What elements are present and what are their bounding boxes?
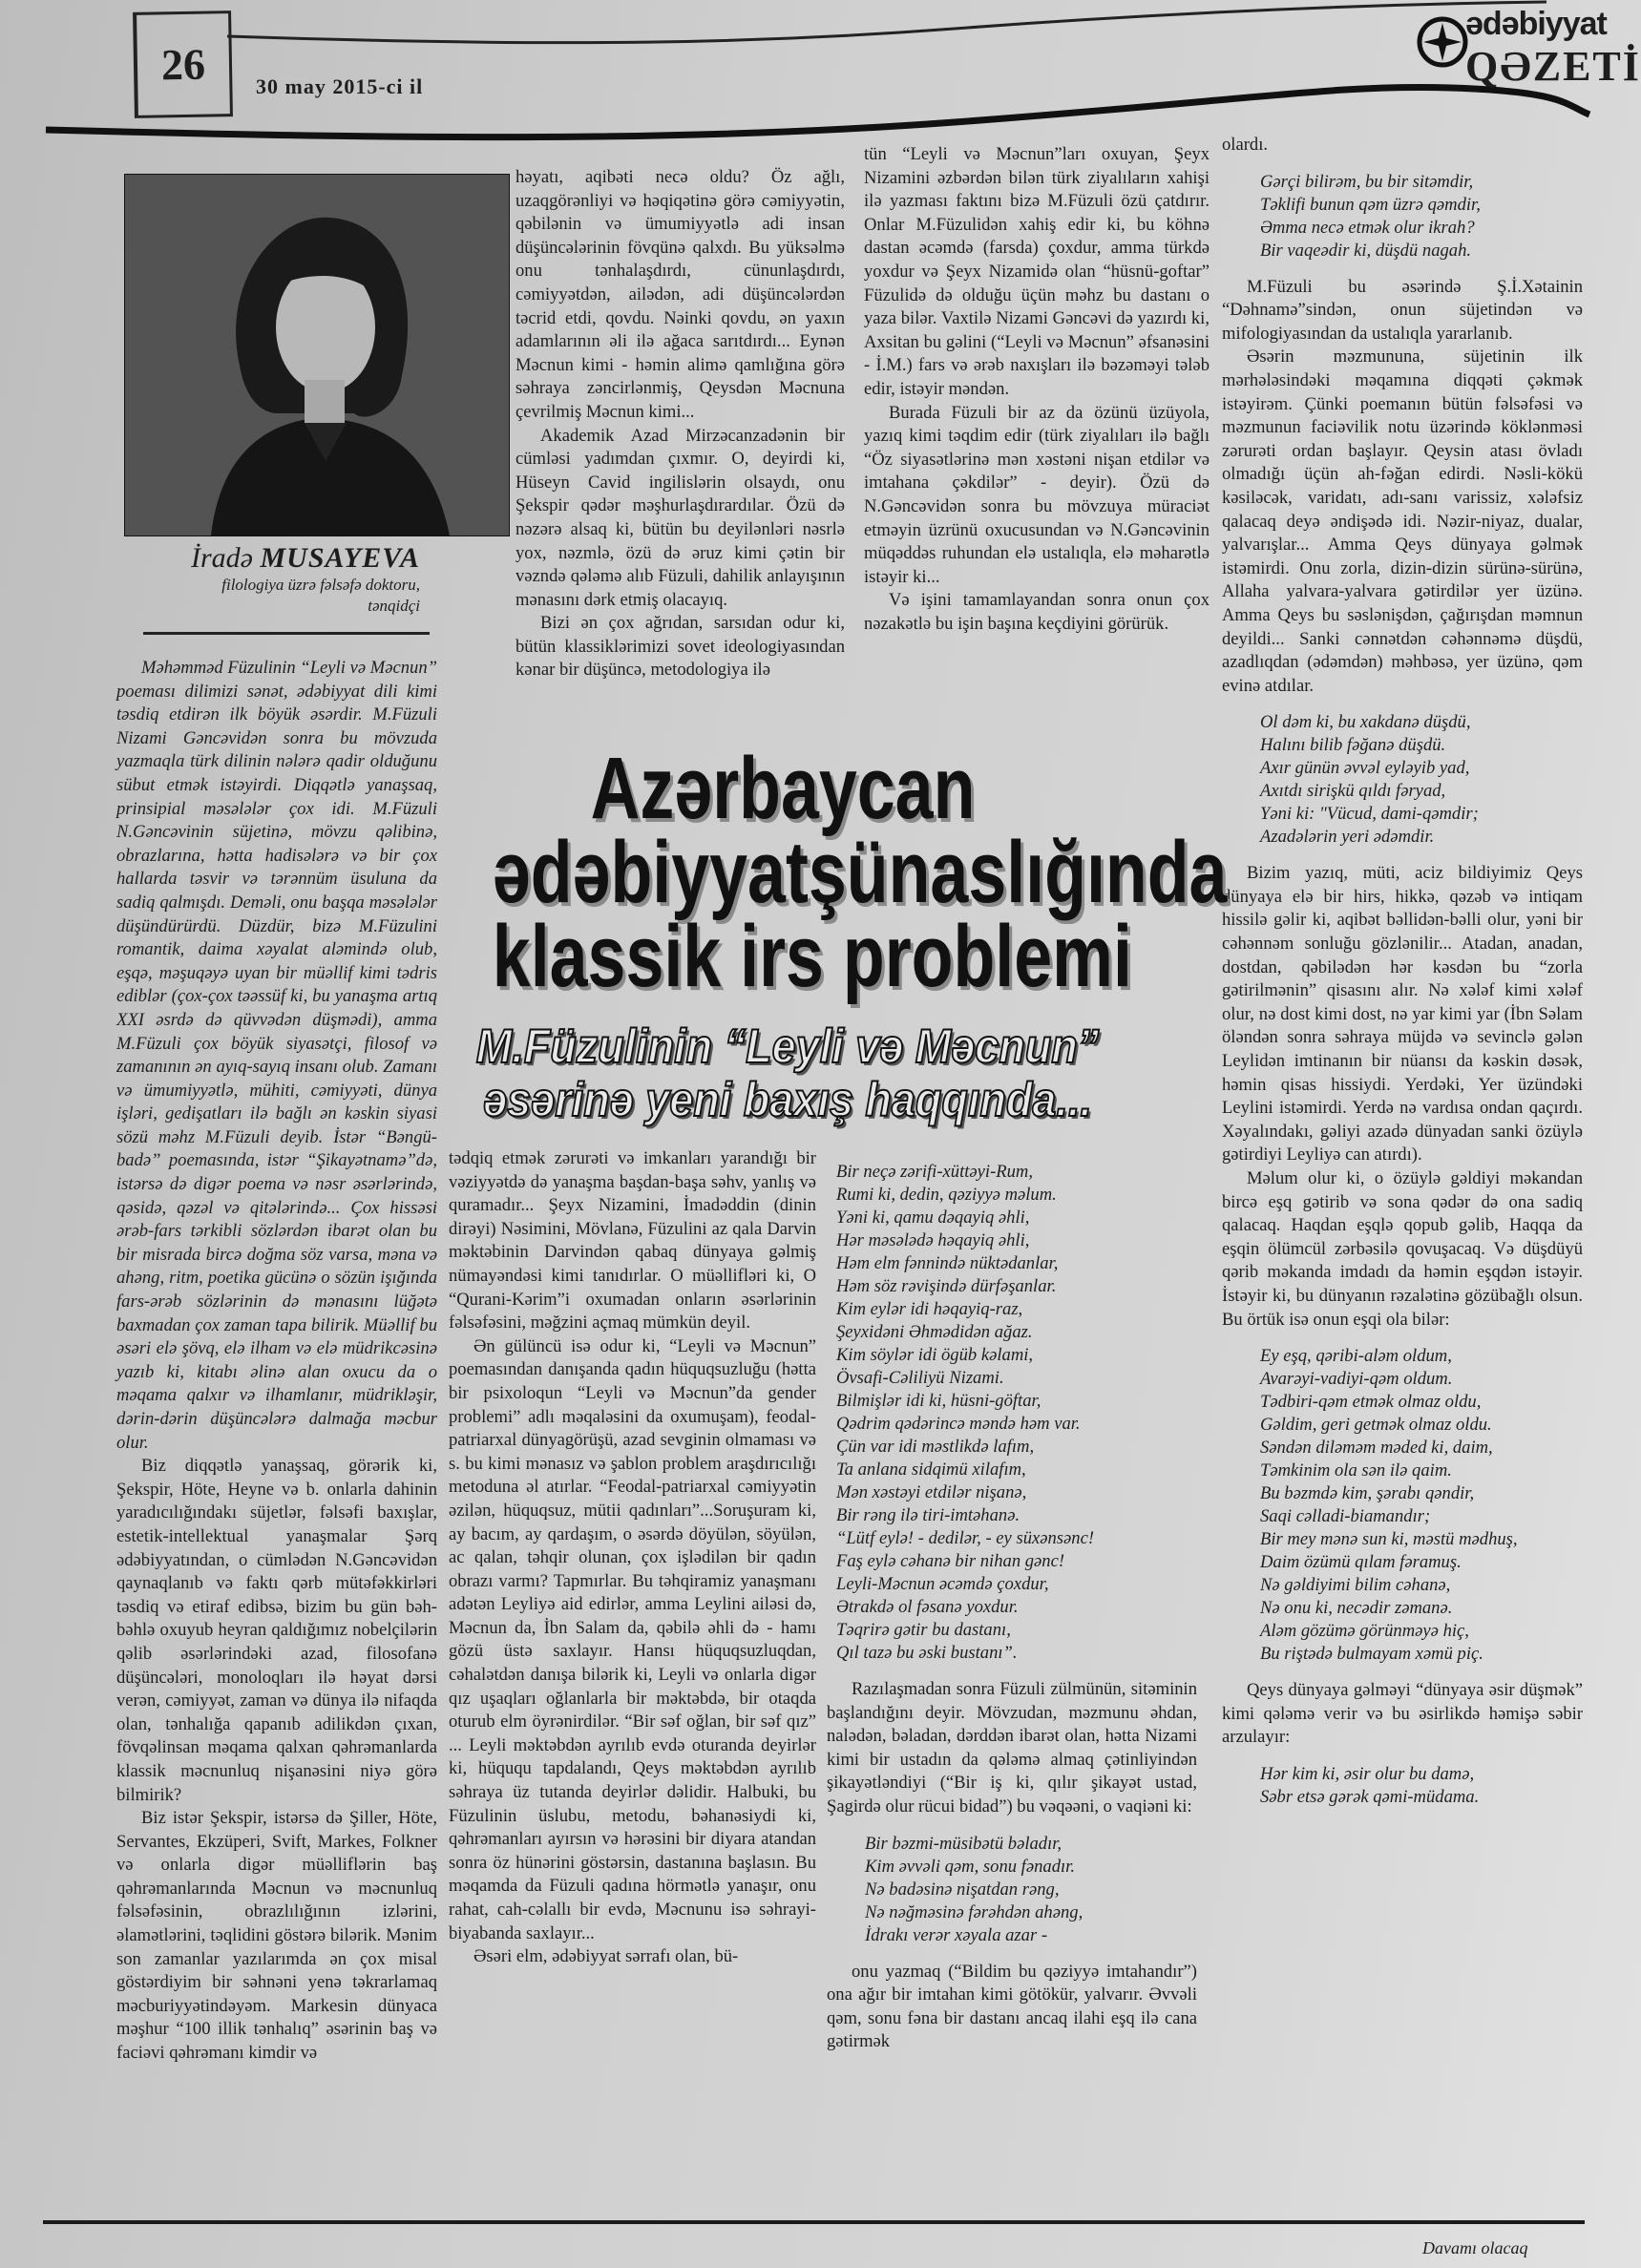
poem-line: Bir bəzmi-müsibətü bəladır, [865, 1833, 1062, 1854]
article-column-3-bottom [827, 1147, 1197, 2054]
article-paragraph: həyatı, aqibəti necə oldu? Öz ağlı, uzaqgörənliyi və həqiqətinə görə cəmiyyətin, qəbilənin və ümumiyyətlə adi insan düşüncələrinin fövqünə qalxdı. Bu yüksəlmə onu tənhalaşdırdı, cünunlaşdırdı, cəmiyyətdən, ailədən, adi düşüncələrdən təcrid etdi, qovdu. Nəinki qovdu, ən yaxın adamlarının əli ilə ağaca sarıtdırdı... Eynən Məcnun kimi - həmin alimə qamlığına görə səhraya zəncirlənmiş, Qeysdən Məcnuna çevrilmiş Məcnun kimi... [515, 167, 845, 422]
poem-line: Təmkinim ola sən ilə qaim. [1260, 1460, 1452, 1481]
article-paragraph: olardı. [1222, 135, 1269, 155]
author-name [124, 542, 420, 575]
poem-line: Nə onu ki, necədir zəmanə. [1260, 1598, 1453, 1619]
poem-line: Hər kim ki, əsir olur bu damə, [1260, 1763, 1475, 1784]
poem-line: Hər məsələdə həqayiq əhli, [836, 1230, 1030, 1250]
article-paragraph: tədqiq etmək zərurəti və imkanları yarandığı bir vəziyyətdə də yanaşma başdan-başa səhv, yanlış və quramadır... Şeyx Nizamini, İmadəddin (dinin dirəyi) Nəsimini, Mövlanə, Füzulini az qala Darvin məktəbinin Darvindən qabaq dünyaya gəlmiş nümayəndəsi kimi tanıdırlar. O müəllifləri ki, O “Qurani-Kərim”i oxumadan onların əsərlərinin fəlsəfəsini, məğzini açmaq mümkün deyil. [449, 1148, 816, 1334]
poem-line: Mən xəstəyi etdilər nişanə, [836, 1482, 1027, 1502]
article-paragraph: Qeys dünyaya gəlməyi “dünyaya əsir düşmək” kimi qələmə verir və bu əsirlikdə həmişə səbir arzulayır: [1222, 1680, 1583, 1748]
poem-line: Kim söylər idi ögüb kəlami, [836, 1345, 1034, 1365]
poem-line: Qıl tazə bu əski bustanı”. [836, 1643, 1018, 1663]
poem-line: Faş eylə cəhanə bir nihan gənc! [836, 1551, 1065, 1571]
poem-line: Avarəyi-vadiyi-qəm oldum. [1260, 1369, 1453, 1390]
author-last-name: MUSAYEVA [260, 542, 420, 574]
logo-line1: ədəbiyyat [1465, 6, 1607, 42]
subtitle-line-1: M.Füzulinin “Leyli və Məcnun” [475, 1019, 1100, 1073]
poem-line: Şeyxidəni Əhmədidən ağaz. [836, 1322, 1033, 1342]
poem-line: Daim özümü qılam fəramuş. [1260, 1552, 1462, 1573]
author-photo [124, 174, 510, 536]
article-column-3-top [864, 143, 1210, 636]
poem-excerpt [865, 1833, 1197, 1947]
poem-line: Təklifi bunun qəm üzrə qəmdir, [1260, 194, 1481, 215]
poem-line: Yəni ki: "Vücud, dami-qəmdir; [1260, 804, 1479, 825]
article-paragraph: Burada Füzuli bir az da özünü üzüyola, yazıq kimi təqdim edir (türk ziyalıları ilə bağlı “Öz siyasətlərinə mən xəstəni nişan etdilər və imtahana çəkdilər” - deyir). Özü də N.Gəncəvidən sonra bu mövzuya müraciət etməyin üzrünü oxucusundan və N.Gəncəvinin müqəddəs ruhundan elə ustalıqla, elə məharətlə istəyir ki... [864, 402, 1210, 587]
compass-star-icon [1416, 15, 1469, 69]
author-role-line1: filologiya üzrə fəlsəfə doktoru, [221, 576, 420, 594]
continued-note: Davamı olacaq [1422, 2238, 1528, 2258]
article-paragraph: M.Füzuli bu əsərində Ş.İ.Xətainin “Dəhnamə”sindən, onun süjetindən və mifologiyasından da ustalıqla yararlanıb. [1222, 276, 1583, 344]
poem-line: Azadələrin yeri ədəmdir. [1260, 827, 1435, 848]
issue-date: 30 may 2015-ci il [256, 74, 424, 98]
article-paragraph: Məhəmməd Füzulinin “Leyli və Məcnun” poeması dilimizi sənət, ədəbiyyat dili kimi təsdiq etdirən ilk böyük əsərdir. M.Füzuli Nizami Gəncəvidən sonra bu mövzuda yazmaqla türk dilinin nələrə qadir olduğunu sübut etmək istəyirdi. Diqqətlə yanaşsaq, prinsipial məsələlər çox idi. M.Füzuli N.Gəncəvinin süjetinə, mövzu qəlibinə, obrazlarına, hətta hadisələrə və bir çox hallarda təsvir və tərənnüm üsuluna da sadiq qalmışdı. Deməli, onu başqa məsələlər düşündürürdü. Düzdür, bizə M.Füzulini romantik, daima xəyalat aləmində olub, eşqə, məşuqəyə uyan bir müəllif kimi tədris ediblər (çox-çox təəssüf ki, bu yanaşma artıq XXI əsrdə də qüvvədən düşmədi), amma M.Füzuli çox böyük siyasətçi, filosof və zamanının ən ayıq-sayıq insanı olub. Zamanı və ümumiyyətlə, mühiti, cəmiyyəti, dünya işləri, gedişatları ilə bağlı ən kəskin siyasi sözü məhz M.Füzuli deyib. İstər “Bəngü-badə” poemasında, istər “Şikayətnamə”də, istərsə də digər poema və nəsr əsərlərində, qəsidə, qəzəl və qitələrində... Çox hissəsi ərəb-fars tərkibli sözlərdən ibarət olan bu bir misrada bircə doğma söz varsa, məna və ahəng, ritm, poetika gücünə o sözün işığında fars-ərəb sözlərinin də mənasını lüğətə baxmadan çox zaman tapa bilirik. Müəllif bu əsəri elə şövq, elə ilham və elə müdrikcəsinə yazıb ki, kitabı əlinə alan oxucu da o məqama qalxır və ilhamlanır, müdrikləşir, dərin-dərin düşüncələrə dalmağa məcbur olur. [116, 658, 437, 1453]
article-paragraph: Bizim yazıq, müti, aciz bildiyimiz Qeys dünyaya elə bir hirs, hikkə, qəzəb və intiqam hissilə gəlir ki, aqibət bəllidən-bəlli olur, yəni bir cəhənnəm sonluğu gözlənilir... Atadan, anadan, dostdan, qəbilədən hər kəsdən bu “zorla gətirilmənin” qisasını alır. Nə xələf kimi xələf olur, nə dost kimi dost, nə yar kimi yar (İbn Səlam öləndən sonra səhraya müjdə və sevinclə gələn Leylidən imtinanın bir nüansı da kəskin dəsək, həmin qisas hissiydi. Yerdəki, Yer üzündəki Leylini istəmirdi. Yerdə nə vardısa ondan qaçırdı. Xəyalındakı, gəliyi azadə dünyadan sanki özüylə gətirdiyi Leyliyə can atırdı). [1222, 863, 1583, 1166]
poem-line: İdrakı verər xəyala azar - [865, 1924, 1048, 1945]
poem-line: Qədrim qədərincə məndə həm var. [836, 1414, 1081, 1434]
author-role-line2: tənqidçi [368, 597, 420, 615]
poem-line: Leyli-Məcnun əcəmdə çoxdur, [836, 1574, 1049, 1594]
poem-line: Təqrirə gətir bu dastanı, [836, 1620, 1011, 1640]
article-paragraph: Ən gülüncü isə odur ki, “Leyli və Məcnun” poemasından danışanda qadın hüquqsuzluğu (hətta bir psixoloqun “Leyli və Məcnun”da gender problemi” adlı məqaləsini da oxumuşam), feodal-patriarxal dünyagörüşü, azad sevginin olmaması və s. bu kimi mənasız və şablon problem araşdırıcılığı metoduna əl atırlar. “Feodal-patriarxal cəmiyyətin əzilən, hüquqsuz, mütii qadınları”...Soruşuram ki, ay bacım, ay qardaşım, o əsərdə döyülən, söyülən, ac qalan, təhqir olunan, çox işlədilən bir qadın obrazı varmı? Tapmırlar. Bu təhqiramiz yanaşmanı adətən Leyliyə aid edirlər, amma Leylini ailəsi də, Məcnun da, İbn Salam da, qəbilə əhli də - hamı gözü üstə saxlayır. Hansı hüquqsuzluqdan, cəhalətdən danışa bilərik ki, Leyli və onlarla digər qız uşaqları oğlanlarla bir məktəbdə, bir otaqda oturub elm öyrənirdilər. “Bir səf oğlan, bir səf qız” ... Leyli məktəbdən ayrılıb evdə oturanda deyirlər ki, hüququ tapdalandı, Qeys məktəbdən ayrılıb səhraya üz tutanda deyirlər dəlidir. Halbuki, bu Füzulinin üslubu, metodu, bəhanəsiydi ki, qəhrəmanları ayırsın və hərəsini bir diyara atandan sonra öz hünərini göstərsin, dastanına başlasın. Bu məqamda da Füzuli qadına hörmətlə yanaşır, onu rahat, cah-cəlallı bir evdə, Məcnunu isə səhrayi-biyabanda saxlayır... [449, 1335, 816, 1943]
poem-line: Gərçi bilirəm, bu bir sitəmdir, [1260, 171, 1474, 192]
article-paragraph: Biz diqqətlə yanaşsaq, görərik ki, Şekspir, Höte, Heyne və b. onlarla dahinin yaradıcılığındakı süjetlər, fəlsəfi baxışlar, estetik-intellektual yanaşmalar Şərq ədəbiyyatından, o cümlədən N.Gəncəvidən qaynaqlanıb və faktı qərb mütəfəkkirləri təsdiq və etiraf edibsə, bizim bu gün bəh-bəhlə oxuyub heyran qaldığımız nobelçilərin qəlib əsərlərindəki azad, filosofanə düşüncələri, monoloqları ilə həyat dərsi verən, cəmiyyət, zaman və dünya ilə nifaqda olan, tənhalığa qapanıb adilikdən çıxan, fövqəlinsan məqama qalxan qəhrəmanlarda klassik məcnunluq nişanəsini niyə görə bilmirik? [116, 1456, 437, 1805]
article-paragraph: Bizi ən çox ağrıdan, sarsıdan odur ki, bütün klassiklərimizi sovet ideologiyasından kənar bir düşüncə, metodologiya ilə [515, 613, 845, 681]
poem-line: Ey eşq, qəribi-aləm oldum, [1260, 1346, 1452, 1367]
article-paragraph: Və işini tamamlayandan sonra onun çox nəzakətlə bu işin başına keçdiyini görürük. [864, 590, 1210, 634]
poem-line: Kim eylər idi həqayiq-raz, [836, 1299, 1023, 1319]
poem-line: Səbr etsə gərək qəmi-müdama. [1260, 1786, 1480, 1807]
poem-line: Bir vaqeədir ki, düşdü nagah. [1260, 240, 1472, 261]
author-first-name: İradə [191, 542, 253, 574]
article-paragraph: Razılaşmadan sonra Füzuli zülmünün, sitəminin başlandığını deyir. Mövzudan, məzmunu əhdan, nalədən, bəladan, dərddən ibarət olan, hətta Nizami kimi bir ustadın da qələmə almaq çətinliyindən şikayətləndiyi (“Bir iş ki, qılır şikayət ustad, Şagirdə olur rücui bidad”) bu vəqəəni, o vaqiəni ki: [827, 1679, 1197, 1816]
poem-line: Çün var idi məstlikdə lafım, [836, 1437, 1035, 1457]
poem-line: Axır günün əvvəl eyləyib yad, [1260, 758, 1470, 779]
poem-line: Övsafi-Cəliliyü Nizami. [836, 1368, 1004, 1388]
poem-line: Bir neçə zərifi-xüttəyi-Rum, [836, 1162, 1034, 1182]
poem-excerpt [1260, 711, 1583, 849]
poem-excerpt [1260, 1763, 1583, 1809]
poem-line: Nə badəsinə nişatdan rəng, [865, 1879, 1060, 1900]
poem-excerpt [1260, 171, 1583, 262]
page-number: 26 [133, 10, 233, 118]
article-paragraph: tün “Leyli və Məcnun”ları oxuyan, Şeyx Nizamini əzbərdən bilən türk ziyalıların xahişi ilə yazması faktını bizə M.Füzuli özü çatdırır. Onlar M.Füzulidən xahiş edir ki, bu köhnə dastan əcəmdə (farsda) çoxdur, amma türkdə yoxdur və Şeyx Nizamidə olan “hüsnü-goftar” Füzulidə də olduğu üçün məhz bu dastanı o yaza bilər. Vaxtilə Nizami Gəncəvi də yazırdı ki, Axsitan bu gəlini (“Leyli və Məcnun” əfsanəsini - İ.M.) fars və ərəb naxışları ilə bəzəməyi tələb edir, istəyir məndən. [864, 144, 1210, 399]
headline-line-3: klassik irs problemi [492, 908, 1132, 1005]
poem-line: Nə gəldiyimi bilim cəhanə, [1260, 1575, 1451, 1596]
poem-line: Saqi cəlladi-biamandır; [1260, 1506, 1431, 1527]
poem-line: Səndən diləməm məded ki, daim, [1260, 1438, 1493, 1459]
bottom-divider [43, 2220, 1585, 2224]
poem-line: Ətrakdə ol fəsanə yoxdur. [836, 1597, 1019, 1617]
poem-line: Axıtdı sirişkü qıldı fəryad, [1260, 781, 1446, 802]
article-column-4 [1222, 134, 1583, 1822]
article-paragraph: Biz istər Şekspir, istərsə də Şiller, Höte, Servantes, Ekzüperi, Svift, Markes, Folkner və onlarla digər müəlliflərin baş qəhrəmanlarında Məcnun və məcnunluq fəlsəfəsinin, obrazlılığının izlərini, əlamətlərini, təqlidini göstərə bilərik. Mənim son zamanlar yazılarımda ən çox misal göstərdiyim bir səhnəni yenə təkrarlamaq məcburiyyətindəyəm. Markesin dünyaca məşhur “100 illik tənhalıq” əsərinin baş və faciəvi qəhrəmanı kimdir və [116, 1808, 437, 2064]
subtitle-line-2: əsərinə yeni baxış haqqında... [483, 1073, 1092, 1126]
poem-line: Tədbiri-qəm etmək olmaz oldu, [1260, 1392, 1482, 1413]
article-paragraph: Məlum olur ki, o özüylə gəldiyi məkandan bircə eşq gətirib və sona qədər də ona sadiq qalacaq. Haqdan eşqlə qopub gəlib, Haqqa da eşqin ölümcül zərbəsilə qovuşacaq. Və düşdüyü qərib məkanda imdadı da həmin eşqdən istəyir. İstəyir ki, bu dünyanın rəzalətinə gözübağlı olsun. Bu örtük isə onun eşqi ola bilər: [1222, 1168, 1583, 1330]
article-paragraph: Əsəri elm, ədəbiyyat sərrafı olan, bü- [473, 1946, 739, 1967]
poem-line: Bu bəzmdə kim, şərabı qəndir, [1260, 1483, 1475, 1504]
poem-line: Rumi ki, dedin, qəziyyə məlum. [836, 1185, 1057, 1205]
poem-line: Yəni ki, qamu dəqayiq əhli, [836, 1208, 1030, 1228]
poem-line: Ol dəm ki, bu xakdanə düşdü, [1260, 712, 1471, 733]
article-column-1 [116, 657, 437, 2066]
poem-line: Gəldim, geri getmək olmaz oldu. [1260, 1415, 1492, 1436]
poem-line: Əmma necə etmək olur ikrah? [1260, 217, 1475, 238]
poem-excerpt [1260, 1345, 1583, 1666]
poem-excerpt [836, 1161, 1197, 1665]
poem-line: Həm söz rəvişində dürfəşanlar. [836, 1276, 1057, 1296]
poem-line: “Lütf eylə! - dedilər, - ey süxənsənc! [836, 1528, 1095, 1548]
article-paragraph: onu yazmaq (“Bildim bu qəziyyə imtahandır”) ona ağır bir imtahan kimi götökür, yalvarır. Əvvəli qəm, sonu fəna bir dastanı ancaq ilahi eşq ilə cana gətirmək [827, 1961, 1197, 2052]
poem-line: Kim əvvəli qəm, sonu fənadır. [865, 1856, 1075, 1877]
author-byline [124, 542, 420, 617]
poem-line: Bilmişlər idi ki, hüsni-göftar, [836, 1391, 1041, 1411]
article-headline [410, 740, 1228, 1005]
article-subtitle [410, 1019, 1165, 1126]
poem-line: Halını bilib fəğanə düşdü. [1260, 735, 1446, 756]
article-column-2-bottom [449, 1147, 816, 1969]
masthead-rules [0, 0, 1615, 153]
poem-line: Bir mey mənə sun ki, məstü mədhuş, [1260, 1529, 1518, 1550]
headline-line-1: Azərbaycan [590, 740, 976, 837]
logo-line2: QƏZETİ [1465, 43, 1641, 90]
poem-line: Həm elm fənnində nüktədanlar, [836, 1253, 1059, 1273]
poem-line: Bu riştədə bulmayam xəmü piç. [1260, 1644, 1483, 1665]
poem-line: Ta anlana sidqimü xilafım, [836, 1460, 1026, 1480]
article-paragraph: Əsərin məzmununa, süjetinin ilk mərhələsindəki məqamına diqqəti çəkmək istəyirəm. Çünki poemanın bütün fəlsəfəsi və məzmunun faciəvilik notu üzərində köklənməsi zərurəti ordan başlayır. Qeysin atası övladı olmadığı üçün ah-fəğan edirdi. Nəsli-kökü kəsiləcək, varidatı, adı-sanı varissiz, xələfsiz qalacaq deyə əndişədə idi. Nəzir-niyaz, dualar, yalvarışlar... Amma Qeys dünyaya gəlmək istəmirdi. Onu zorla, dizin-dizin sürünə-sürünə, Allaha yalvara-yalvara gətirdilər yer üzünə. Amma Qeys bu səslənişdən, çağırışdan məmnun deyildi... Sanki cənnətdən cəhənnəmə düşdü, azadlıqdan (ədəmdən) məhbəsə, yer üzünə, qəm evinə atdılar. [1222, 346, 1583, 696]
newspaper-logo [1408, 6, 1641, 92]
byline-divider [143, 632, 430, 635]
poem-line: Aləm gözümə görünməyə hiç, [1260, 1621, 1469, 1642]
poem-line: Nə nəğməsinə fərəhdən ahəng, [865, 1901, 1083, 1922]
poem-line: Bir rəng ilə tiri-imtəhanə. [836, 1505, 1020, 1525]
headline-line-2: ədəbiyyatşünaslığında [492, 824, 1228, 921]
article-paragraph: Akademik Azad Mirzəcanzadənin bir cümləsi yadımdan çıxmır. O, deyirdi ki, Hüseyn Cavid ingilislərin olsaydı, onu Şekspir qədər məşhurlaşdırardılar. Özü də nəzərə alsaq ki, bütün bu deyilənləri nəsrlə yox, nəzmlə, özü də əruz kimi çətin bir vəzndə qələmə alıb Füzuli, dahilik anlayışının mənasını dərk etmiş olacayıq. [515, 425, 845, 610]
article-column-2-top [515, 166, 845, 682]
